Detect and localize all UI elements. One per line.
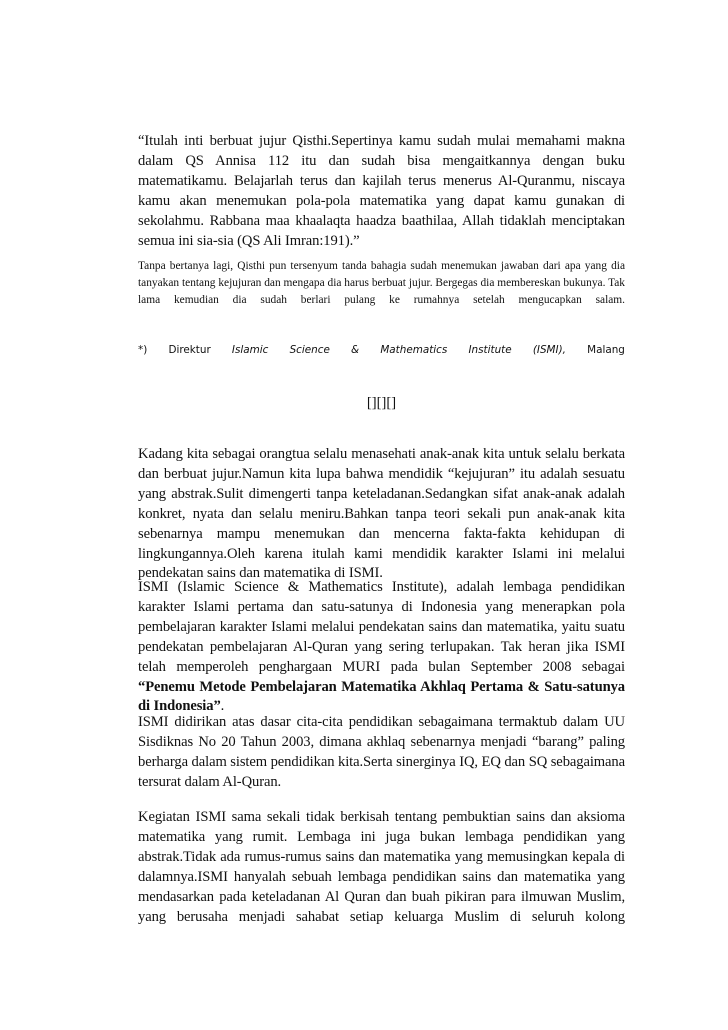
paragraph-text: . bbox=[220, 698, 225, 715]
footnote-word: Direktur bbox=[168, 344, 211, 356]
footnote-word: (ISMI), bbox=[532, 344, 566, 356]
paragraph-story-end: Tanpa bertanya lagi, Qisthi pun tersenyum tanda bahagia sudah menemukan jawaban dari apa yang dia tanyakan tentang kejujuran dan mengapa dia harus berbuat jujur. Bergegas dia membereskan bukunya. Tak lama kemudian dia sudah berlari pulang ke rumahnya setelah mengucapkan salam. bbox=[138, 260, 625, 307]
section-separator: [][][] bbox=[366, 395, 397, 411]
footnote-author bbox=[138, 343, 625, 357]
footnote-marker: *) bbox=[138, 344, 148, 356]
paragraph-ismi-founding: ISMI didirikan atas dasar cita-cita pendidikan sebagaimana termaktub dalam UU Sisdiknas No 20 Tahun 2003, dimana akhlaq sebenarnya menjadi “barang” paling berharga dalam sistem pendidikan kita.Serta sinerginya IQ, EQ dan SQ sebagaimana tersurat dalam Al-Quran. bbox=[138, 714, 625, 790]
paragraph-ismi-activities: Kegiatan ISMI sama sekali tidak berkisah tentang pembuktian sains dan aksioma matematika yang rumit. Lembaga ini juga bukan lembaga pendidikan yang abstrak.Tidak ada rumus-rumus sains dan matematika yang memusingkan kepala di dalamnya.ISMI hanyalah sebuah lembaga pendidikan sains dan matematika yang mendasarkan pada keteladanan Al Quran dan buah pikiran para ilmuwan Muslim, yang berusaha menjadi sahabat setiap keluarga Muslim di seluruh kolong bbox=[138, 809, 625, 925]
footnote-word: Malang bbox=[587, 344, 625, 356]
paragraph-quote: “Itulah inti berbuat jujur Qisthi.Sepertinya kamu sudah mulai memahami makna dalam QS Annisa 112 itu dan sudah bisa mengaitkannya dengan buku matematikamu. Belajarlah terus dan kajilah terus menerus Al-Quranmu, niscaya kamu akan menemukan pola-pola matematika yang dapat kamu gunakan di sekolahmu. Rabbana maa khaalaqta haadza baathilaa, Allah tidaklah menciptakan semua ini sia-sia (QS Ali Imran:191).” bbox=[138, 133, 625, 249]
paragraph-ismi-about bbox=[138, 578, 625, 717]
footnote-word: Mathematics bbox=[380, 344, 448, 356]
paragraph-text: ISMI (Islamic Science & Mathematics Institute), adalah lembaga pendidikan karakter Islami pertama dan satu-satunya di Indonesia yang menerapkan pola pembelajaran karakter Islami melalui pendekatan sains dan matematika, yaitu suatu pendekatan pembelajaran Al-Quran yang sering terlupakan. Tak heran jika ISMI telah memperoleh penghargaan MURI pada bulan September 2008 sebagai bbox=[138, 579, 625, 675]
award-title: “Penemu Metode Pembelajaran Matematika Akhlaq Pertama & Satu-satunya di Indonesia” bbox=[138, 678, 625, 715]
footnote-word: & bbox=[351, 344, 360, 356]
footnote-word: Islamic bbox=[231, 344, 269, 356]
paragraph-parents: Kadang kita sebagai orangtua selalu menasehati anak-anak kita untuk selalu berkata dan berbuat jujur.Namun kita lupa bahwa mendidik “kejujuran” itu adalah sesuatu yang abstrak.Sulit dimengerti tanpa keteladanan.Sedangkan sifat anak-anak adalah konkret, nyata dan selalu meniru.Bahkan tanpa teori sekali pun anak-anak kita sebenarnya mampu menemukan dan mencerna fakta-fakta kehidupan di lingkungannya.Oleh karena itulah kami mendidik karakter Islami ini melalui pendekatan sains dan matematika di ISMI. bbox=[138, 446, 625, 582]
footnote-word: Science bbox=[289, 344, 330, 356]
footnote-word: Institute bbox=[468, 344, 512, 356]
